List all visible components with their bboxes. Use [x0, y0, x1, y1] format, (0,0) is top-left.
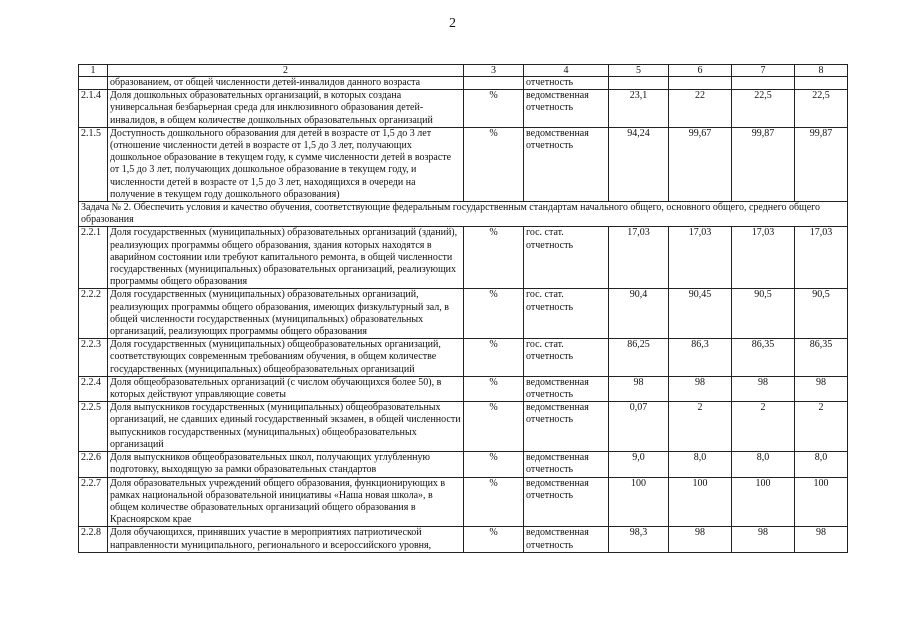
info-source: гос. стат. отчетность: [524, 289, 609, 339]
value-col-8: 22,5: [795, 90, 848, 128]
indicator-name: образованием, от общей численности детей-инвалидов данного возраста: [108, 77, 464, 90]
column-number: 7: [732, 65, 795, 77]
value-col-5: 17,03: [609, 227, 669, 289]
row-number: 2.2.3: [79, 339, 108, 377]
value-col-7: 86,35: [732, 339, 795, 377]
value-col-7: 22,5: [732, 90, 795, 128]
value-col-5: 9,0: [609, 452, 669, 477]
unit-of-measure: [464, 77, 524, 90]
value-col-5: 86,25: [609, 339, 669, 377]
value-col-5: 98: [609, 376, 669, 401]
task-heading: Задача № 2. Обеспечить условия и качество обучения, соответствующие федеральным государственным стандартам начального общего, основного общего, среднего общего образования: [79, 202, 848, 227]
value-col-5: 0,07: [609, 402, 669, 452]
row-number: 2.2.7: [79, 477, 108, 527]
value-col-8: 99,87: [795, 127, 848, 201]
indicator-name: Доля государственных (муниципальных) общеобразовательных организаций, соответствующих современным требованиям обучения, в общем количестве государственных (муниципальных) общеобразовательных организаций: [108, 339, 464, 377]
info-source: ведомственная отчетность: [524, 127, 609, 201]
indicator-name: Доля общеобразовательных организаций (с числом обучающихся более 50), в которых действуют управляющие советы: [108, 376, 464, 401]
column-number: 4: [524, 65, 609, 77]
row-number: [79, 77, 108, 90]
info-source: ведомственная отчетность: [524, 477, 609, 527]
value-col-5: 23,1: [609, 90, 669, 128]
row-number: 2.2.4: [79, 376, 108, 401]
value-col-7: 2: [732, 402, 795, 452]
unit-of-measure: %: [464, 127, 524, 201]
indicator-name: Доля государственных (муниципальных) образовательных организаций (зданий), реализующих программы общего образования, здания которых находятся в аварийном состоянии или требуют капитального ремонта, в общей численности государственных (муниципальных) образовательных организаций, реализующих программы общего образования: [108, 227, 464, 289]
table-row: [79, 402, 848, 452]
value-col-6: 90,45: [669, 289, 732, 339]
row-number: 2.2.8: [79, 527, 108, 552]
value-col-8: 100: [795, 477, 848, 527]
info-source: гос. стат. отчетность: [524, 339, 609, 377]
indicator-name: Доля выпускников общеобразовательных школ, получающих углубленную подготовку, выходящую за рамки образовательных стандартов: [108, 452, 464, 477]
info-source: гос. стат. отчетность: [524, 227, 609, 289]
column-number: 6: [669, 65, 732, 77]
value-col-6: 17,03: [669, 227, 732, 289]
row-number: 2.1.4: [79, 90, 108, 128]
unit-of-measure: %: [464, 527, 524, 552]
value-col-5: [609, 77, 669, 90]
column-number: 8: [795, 65, 848, 77]
value-col-8: 90,5: [795, 289, 848, 339]
value-col-7: 8,0: [732, 452, 795, 477]
unit-of-measure: %: [464, 227, 524, 289]
unit-of-measure: %: [464, 402, 524, 452]
value-col-6: 2: [669, 402, 732, 452]
indicator-name: Доля выпускников государственных (муниципальных) общеобразовательных организаций, не сдавших единый государственный экзамен, в общей численности выпускников государственных (муниципальных) общеобразовательных организаций: [108, 402, 464, 452]
info-source: ведомственная отчетность: [524, 376, 609, 401]
row-number: 2.2.6: [79, 452, 108, 477]
value-col-6: 100: [669, 477, 732, 527]
unit-of-measure: %: [464, 289, 524, 339]
value-col-8: 8,0: [795, 452, 848, 477]
table-row: [79, 127, 848, 201]
value-col-7: [732, 77, 795, 90]
table-row: [79, 477, 848, 527]
table-row: [79, 339, 848, 377]
row-number: 2.2.1: [79, 227, 108, 289]
info-source: ведомственная отчетность: [524, 527, 609, 552]
value-col-8: 17,03: [795, 227, 848, 289]
value-col-6: [669, 77, 732, 90]
info-source: ведомственная отчетность: [524, 452, 609, 477]
column-number: 3: [464, 65, 524, 77]
indicator-name: Доля дошкольных образовательных организаций, в которых создана универсальная безбарьерная среда для инклюзивного образования детей-инвалидов, в общем количестве дошкольных образовательных организаций: [108, 90, 464, 128]
value-col-6: 99,67: [669, 127, 732, 201]
unit-of-measure: %: [464, 452, 524, 477]
row-number: 2.2.5: [79, 402, 108, 452]
value-col-7: 98: [732, 527, 795, 552]
value-col-5: 98,3: [609, 527, 669, 552]
table-row: [79, 527, 848, 552]
table-row: [79, 227, 848, 289]
value-col-8: 98: [795, 376, 848, 401]
indicator-name: Доля государственных (муниципальных) образовательных организаций, реализующих программы общего образования, имеющих физкультурный зал, в общей численности государственных (муниципальных) образовательных организаций, реализующих программы общего образования: [108, 289, 464, 339]
value-col-7: 99,87: [732, 127, 795, 201]
unit-of-measure: %: [464, 90, 524, 128]
value-col-8: 86,35: [795, 339, 848, 377]
column-number: 5: [609, 65, 669, 77]
info-source: ведомственная отчетность: [524, 90, 609, 128]
table-row: [79, 77, 848, 90]
indicator-name: Доступность дошкольного образования для детей в возрасте от 1,5 до 3 лет (отношение численности детей в возрасте от 1,5 до 3 лет, получающих дошкольное образование в текущем году, к сумме численности детей в возрасте от 1,5 до 3 лет, получающих дошкольное образование в текущем году, и численности детей в возрасте от 1,5 до 3 лет, находящихся в очереди на получение в текущем году дошкольного образования): [108, 127, 464, 201]
value-col-5: 90,4: [609, 289, 669, 339]
value-col-6: 22: [669, 90, 732, 128]
table-row: [79, 289, 848, 339]
table-row: [79, 90, 848, 128]
indicator-name: Доля образовательных учреждений общего образования, функционирующих в рамках национальной образовательной инициативы «Наша новая школа», в общем количестве образовательных организаций общего образования в Красноярском крае: [108, 477, 464, 527]
value-col-6: 8,0: [669, 452, 732, 477]
value-col-6: 98: [669, 376, 732, 401]
unit-of-measure: %: [464, 339, 524, 377]
value-col-7: 17,03: [732, 227, 795, 289]
table-row: [79, 452, 848, 477]
header-row: [79, 65, 848, 77]
info-source: ведомственная отчетность: [524, 402, 609, 452]
value-col-5: 94,24: [609, 127, 669, 201]
value-col-8: [795, 77, 848, 90]
value-col-5: 100: [609, 477, 669, 527]
task-row: [79, 202, 848, 227]
value-col-6: 98: [669, 527, 732, 552]
indicator-name: Доля обучающихся, принявших участие в мероприятиях патриотической направленности муниципального, регионального и всероссийского уровня,: [108, 527, 464, 552]
page-number: 2: [449, 16, 456, 31]
table-row: [79, 376, 848, 401]
unit-of-measure: %: [464, 477, 524, 527]
value-col-7: 100: [732, 477, 795, 527]
value-col-7: 90,5: [732, 289, 795, 339]
row-number: 2.1.5: [79, 127, 108, 201]
value-col-8: 98: [795, 527, 848, 552]
row-number: 2.2.2: [79, 289, 108, 339]
value-col-7: 98: [732, 376, 795, 401]
indicators-table: [78, 64, 848, 553]
column-number: 2: [108, 65, 464, 77]
info-source: отчетность: [524, 77, 609, 90]
unit-of-measure: %: [464, 376, 524, 401]
value-col-8: 2: [795, 402, 848, 452]
value-col-6: 86,3: [669, 339, 732, 377]
column-number: 1: [79, 65, 108, 77]
